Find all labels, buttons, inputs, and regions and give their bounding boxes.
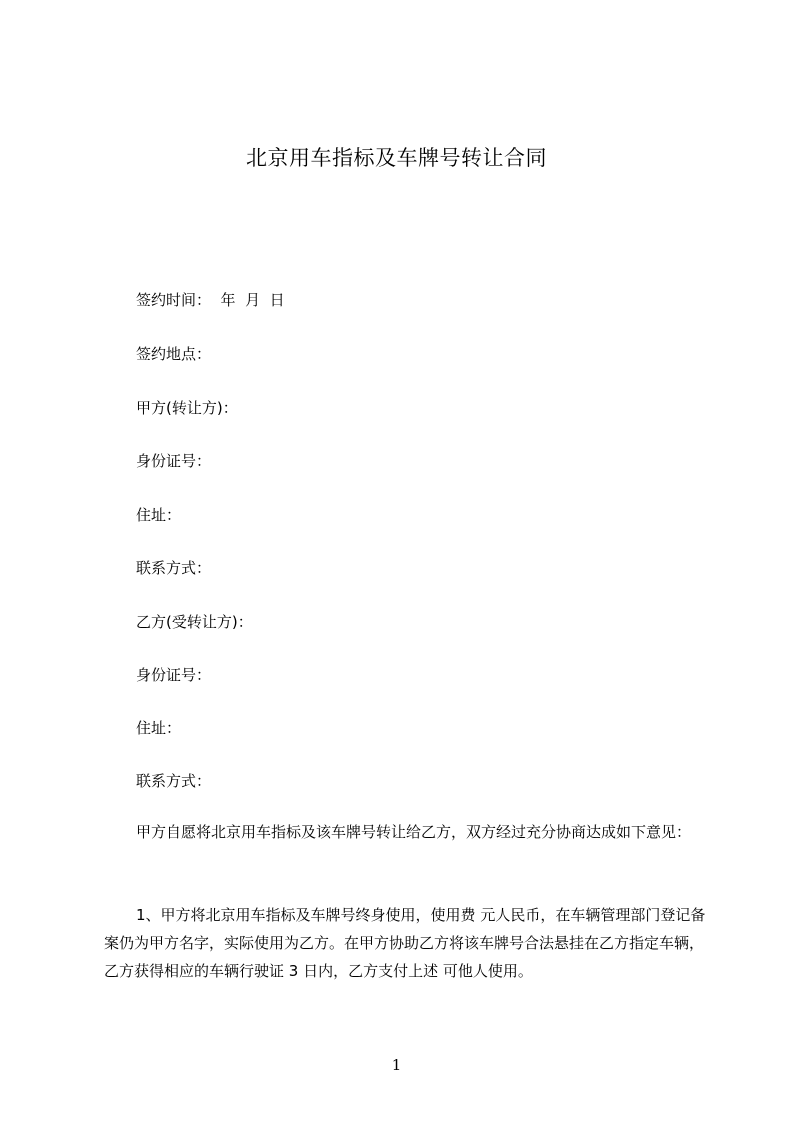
party-a-contact-field: 联系方式：	[136, 559, 212, 577]
page-number: 1	[391, 1056, 402, 1074]
party-b-contact-field: 联系方式：	[136, 772, 212, 790]
party-b-address-field: 住址：	[136, 719, 182, 737]
clause-1-paragraph: 1、甲方将北京用车指标及车牌号终身使用，使用费 元人民币，在车辆管理部门登记备案仍为甲方名字，实际使用为乙方。在甲方协助乙方将该车牌号合法悬挂在乙方指定车辆，乙方获得相应的车辆行驶证 3 日内，乙方支付上述 可他人使用。	[104, 906, 706, 980]
signing-date-field: 签约时间： 年 月 日	[136, 291, 285, 309]
party-b-id-number-field: 身份证号：	[136, 666, 212, 684]
party-b-label: 乙方(受转让方)：	[136, 613, 253, 631]
signing-location-field: 签约地点：	[136, 345, 212, 363]
agreement-intro-paragraph: 甲方自愿将北京用车指标及该车牌号转让给乙方，双方经过充分协商达成如下意见：	[136, 823, 692, 841]
party-a-label: 甲方(转让方)：	[136, 399, 238, 417]
party-a-address-field: 住址：	[136, 506, 182, 524]
party-a-id-number-field: 身份证号：	[136, 452, 212, 470]
document-title: 北京用车指标及车牌号转让合同	[246, 146, 547, 170]
